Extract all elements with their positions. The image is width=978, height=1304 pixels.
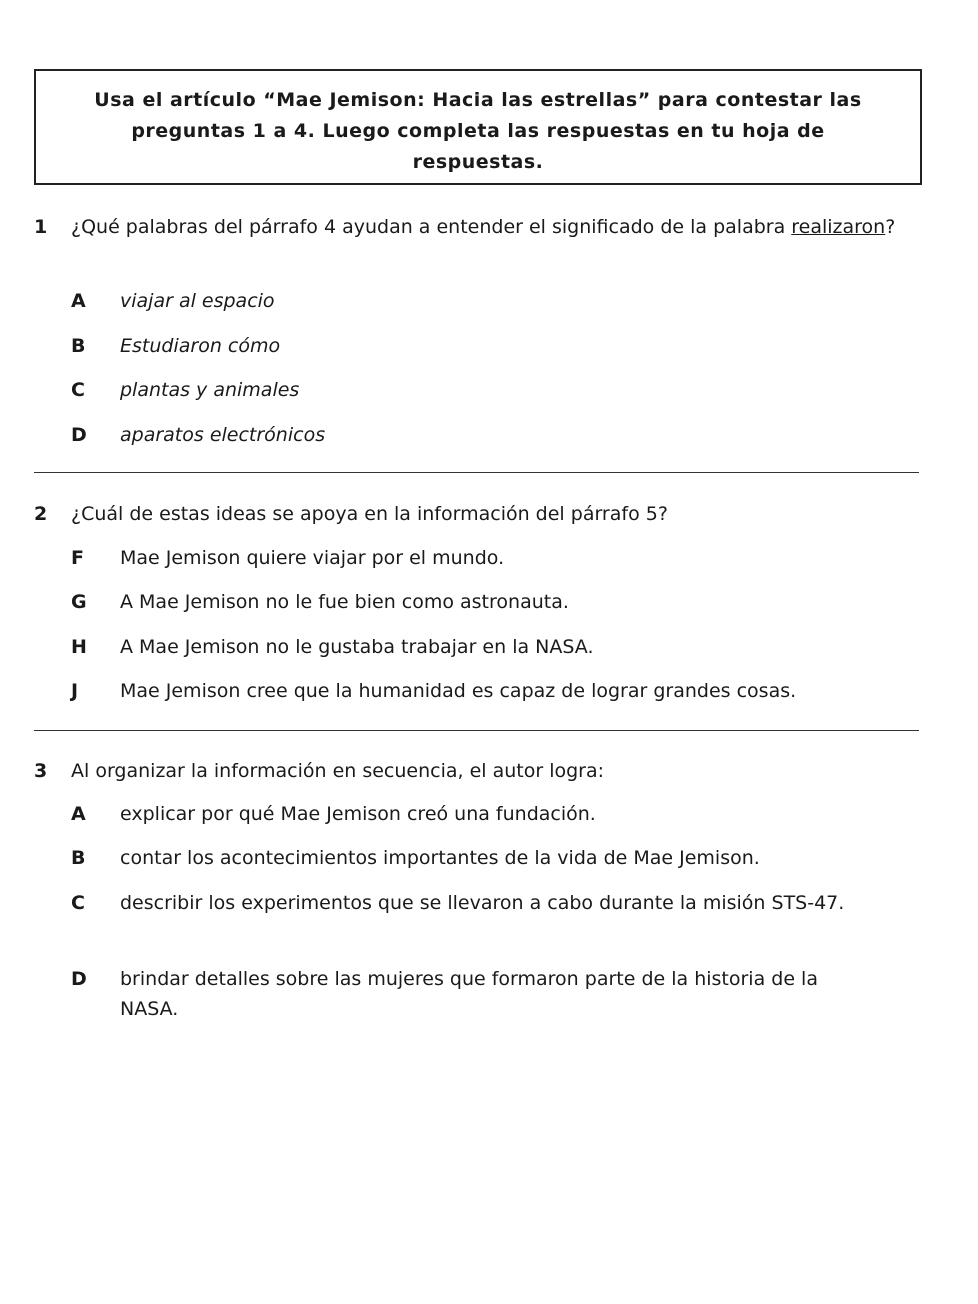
option-text: plantas y animales [120,379,300,401]
option-3b[interactable] [34,843,922,873]
option-3d[interactable] [34,964,922,1024]
question-3-text: Al organizar la información en secuencia, el autor logra: [71,760,605,782]
option-text: Mae Jemison cree que la humanidad es capaz de lograr grandes cosas. [120,680,797,702]
question-1-stem [34,212,922,242]
option-1d[interactable] [34,420,922,450]
option-text: brindar detalles sobre las mujeres que formaron parte de la historia de la NASA. [120,968,818,1020]
question-number: 2 [34,503,48,525]
option-letter: A [71,803,86,825]
option-2g[interactable] [34,587,922,617]
question-3 [34,756,922,786]
option-letter: B [71,335,86,357]
question-number: 1 [34,216,48,238]
option-2h[interactable] [34,632,922,662]
option-3c[interactable] [34,888,922,918]
question-1-text: ¿Qué palabras del párrafo 4 ayudan a entender el significado de la palabra realizaron? [71,216,896,238]
option-1b[interactable] [34,331,922,361]
instructions-box [34,69,922,185]
option-letter: D [71,968,87,990]
option-3a[interactable] [34,799,922,829]
option-2j[interactable] [34,676,922,706]
option-text: explicar por qué Mae Jemison creó una fundación. [120,803,596,825]
divider [34,730,919,731]
question-2-stem [34,499,922,529]
option-1c[interactable] [34,375,922,405]
option-letter: G [71,591,87,613]
option-text: aparatos electrónicos [120,424,326,446]
option-text: contar los acontecimientos importantes de la vida de Mae Jemison. [120,847,760,869]
option-letter: D [71,424,87,446]
underlined-word: realizaron [791,216,886,238]
option-letter: B [71,847,86,869]
option-text: Mae Jemison quiere viajar por el mundo. [120,547,505,569]
option-text: viajar al espacio [120,290,275,312]
divider [34,472,919,473]
instructions-text: Usa el artículo “Mae Jemison: Hacia las estrellas” para contestar las preguntas 1 a 4. Luego completa las respuestas en tu hoja de respuestas. [94,89,862,173]
option-letter: F [71,547,84,569]
option-text: A Mae Jemison no le gustaba trabajar en la NASA. [120,636,594,658]
option-letter: J [71,680,79,702]
question-2 [34,499,922,529]
question-2-text: ¿Cuál de estas ideas se apoya en la información del párrafo 5? [71,503,668,525]
question-number: 3 [34,760,48,782]
question-3-stem [34,756,922,786]
option-letter: C [71,892,85,914]
option-text: describir los experimentos que se llevaron a cabo durante la misión STS-47. [120,892,845,914]
option-letter: A [71,290,86,312]
option-letter: C [71,379,85,401]
option-text: Estudiaron cómo [120,335,281,357]
option-2f[interactable] [34,543,922,573]
option-text: A Mae Jemison no le fue bien como astronauta. [120,591,569,613]
option-1a[interactable] [34,286,922,316]
option-letter: H [71,636,87,658]
question-1 [34,212,922,242]
